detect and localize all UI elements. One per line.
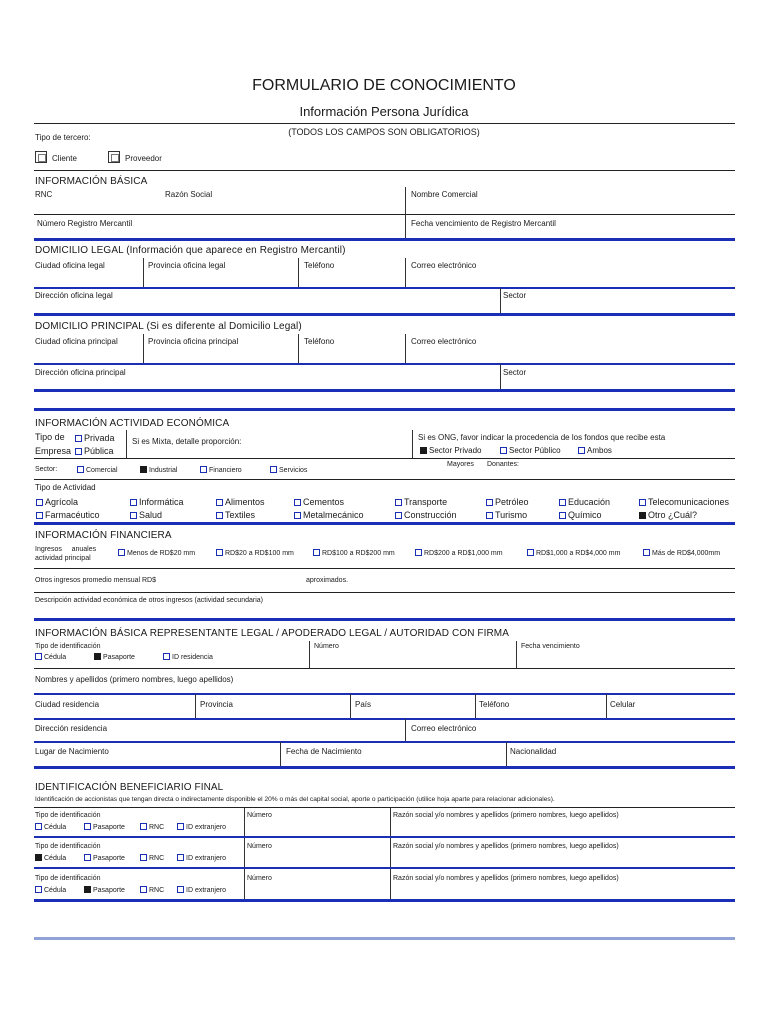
ben3-tipo-id-label: Tipo de identificación [35,875,101,882]
checkbox-icon[interactable] [35,823,42,830]
act-textiles[interactable]: Textiles [216,510,255,520]
ben2-razon-label: Razón social y/o nombres y apellidos (primero nombres, luego apellidos) [393,843,619,850]
checkbox-icon[interactable] [415,549,422,556]
ben2-numero-label: Número [247,843,272,850]
checkbox-icon[interactable] [177,886,184,893]
act-otro[interactable]: Otro ¿Cuál? [639,510,697,520]
checkbox-icon[interactable] [216,549,223,556]
direccion-legal-label: Dirección oficina legal [35,291,113,300]
act-quimico[interactable]: Químico [559,510,602,520]
basica-heading: INFORMACIÓN BÁSICA [35,176,148,187]
mandatory-note: (TODOS LOS CAMPOS SON OBLIGATORIOS) [288,127,480,137]
sector-label: Sector: [35,466,58,473]
actividad-heading: INFORMACIÓN ACTIVIDAD ECONÓMICA [35,418,230,429]
checkbox-icon[interactable] [177,823,184,830]
principal-heading: DOMICILIO PRINCIPAL (Si es diferente al Domicilio Legal) [35,321,302,332]
checkbox-icon[interactable] [118,549,125,556]
footer-divider [34,937,735,940]
checkbox-checked-icon[interactable] [94,653,101,660]
act-informatica[interactable]: Informática [130,497,184,507]
nombre-comercial-label: Nombre Comercial [411,190,478,199]
ben1-id-extranjero[interactable]: ID extranjero [177,823,226,831]
checkbox-icon[interactable] [140,886,147,893]
sector-financiero[interactable]: Financiero [200,466,242,474]
checkbox-icon[interactable] [108,151,120,163]
tipo-empresa-label-2: Empresa [35,446,72,456]
financiera-heading: INFORMACIÓN FINANCIERA [35,530,172,541]
rep-pais-label: País [355,700,372,709]
aproximados-label: aproximados. [306,577,349,584]
act-metalmecanico[interactable]: Metalmecánico [294,510,364,520]
rep-numero-label: Número [314,643,339,650]
checkbox-icon[interactable] [294,499,301,506]
rep-id-cedula[interactable]: Cédula [35,653,66,661]
ben2-tipo-id-label: Tipo de identificación [35,843,101,850]
rep-lugar-label: Lugar de Nacimiento [35,747,109,756]
divider [34,170,735,171]
ben1-rnc[interactable]: RNC [140,823,164,831]
ong-sector-publico[interactable]: Sector Público [500,446,561,455]
correo-principal-label: Correo electrónico [411,337,477,346]
ben1-tipo-id-label: Tipo de identificación [35,812,101,819]
tipo-actividad-label: Tipo de Actividad [35,483,96,492]
provincia-principal-label: Provincia oficina principal [148,337,239,346]
beneficiario-desc: Identificación de accionistas que tengan directa o indirectamente disponible el 20% o más del capital social, aporte o participación (utilice hoja aparte para relacionar adicionales). [35,796,555,803]
checkbox-icon[interactable] [140,854,147,861]
ben1-cedula[interactable]: Cédula [35,823,66,831]
act-farmaceutico[interactable]: Farmacéutico [36,510,100,520]
rep-direccion-label: Dirección residencia [35,724,108,733]
checkbox-icon[interactable] [294,512,301,519]
checkbox-icon[interactable] [486,499,493,506]
ong-label: Si es ONG, favor indicar la procedencia de los fondos que recibe esta [418,433,666,442]
checkbox-icon[interactable] [130,512,137,519]
ben1-razon-label: Razón social y/o nombres y apellidos (primero nombres, luego apellidos) [393,812,619,819]
ben2-cedula[interactable]: Cédula [35,854,66,862]
checkbox-icon[interactable] [84,854,91,861]
rep-nacionalidad-label: Nacionalidad [510,747,557,756]
rep-fecha-venc-label: Fecha vencimiento [521,643,580,650]
telefono-legal-label: Teléfono [304,261,335,270]
checkbox-icon[interactable] [639,499,646,506]
checkbox-icon[interactable] [527,549,534,556]
ingresos-label-2: actividad principal [35,555,91,562]
header-divider [34,123,735,124]
act-petroleo[interactable]: Petróleo [486,497,529,507]
checkbox-icon[interactable] [578,447,585,454]
fecha-venc-label: Fecha vencimiento de Registro Mercantil [411,219,556,228]
checkbox-icon[interactable] [395,499,402,506]
act-cementos[interactable]: Cementos [294,497,344,507]
correo-legal-label: Correo electrónico [411,261,477,270]
rep-fecha-nac-label: Fecha de Nacimiento [286,747,362,756]
checkbox-icon[interactable] [486,512,493,519]
ben3-razon-label: Razón social y/o nombres y apellidos (primero nombres, luego apellidos) [393,875,619,882]
rango-2[interactable]: RD$20 a RD$100 mm [216,549,294,557]
donantes-label: Donantes: [487,461,519,468]
checkbox-checked-icon[interactable] [639,512,646,519]
otros-ingresos-label: Otros ingresos promedio mensual RD$ [35,577,156,584]
tipo-privada[interactable]: Privada [75,433,115,443]
tercero-proveedor[interactable]: Proveedor [108,151,162,163]
checkbox-icon[interactable] [140,823,147,830]
ong-sector-privado[interactable]: Sector Privado [420,446,481,455]
act-turismo[interactable]: Turismo [486,510,527,520]
mayores-label: Mayores [447,461,474,468]
checkbox-icon[interactable] [216,499,223,506]
checkbox-icon[interactable] [84,823,91,830]
tipo-empresa-label-1: Tipo de [35,432,65,442]
act-educacion[interactable]: Educación [559,497,610,507]
checkbox-icon[interactable] [643,549,650,556]
rango-4[interactable]: RD$200 a RD$1,000 mm [415,549,503,557]
act-agricola[interactable]: Agrícola [36,497,78,507]
direccion-principal-label: Dirección oficina principal [35,368,126,377]
rep-id-residencia[interactable]: ID residencia [163,653,213,661]
ben1-pasaporte[interactable]: Pasaporte [84,823,125,831]
rango-5[interactable]: RD$1,000 a RD$4,000 mm [527,549,620,557]
checkbox-checked-icon[interactable] [84,886,91,893]
descripcion-label: Descripción actividad económica de otros ingresos (actividad secundaria) [35,597,264,604]
form-subtitle: Información Persona Jurídica [299,104,469,119]
ben3-pasaporte[interactable]: Pasaporte [84,886,125,894]
provincia-legal-label: Provincia oficina legal [148,261,226,270]
checkbox-icon[interactable] [75,435,82,442]
rnc-label: RNC [35,190,53,199]
razon-social-label: Razón Social [165,190,213,199]
legal-heading: DOMICILIO LEGAL (Información que aparece en Registro Mercantil) [35,245,346,256]
sector-industrial[interactable]: Industrial [140,466,177,474]
checkbox-icon[interactable] [35,886,42,893]
ben3-id-extranjero[interactable]: ID extranjero [177,886,226,894]
rep-provincia-label: Provincia [200,700,233,709]
beneficiario-heading: IDENTIFICACIÓN BENEFICIARIO FINAL [35,782,224,793]
ciudad-principal-label: Ciudad oficina principal [35,337,118,346]
act-transporte[interactable]: Transporte [395,497,447,507]
numero-registro-label: Número Registro Mercantil [37,219,133,228]
form-title: FORMULARIO DE CONOCIMIENTO [252,77,516,94]
tercero-cliente[interactable]: Cliente [35,151,77,163]
checkbox-icon[interactable] [36,512,43,519]
ben2-id-extranjero[interactable]: ID extranjero [177,854,226,862]
checkbox-icon[interactable] [35,653,42,660]
rep-tipo-id-label: Tipo de identificación [35,643,101,650]
rep-telefono-label: Teléfono [479,700,510,709]
checkbox-icon[interactable] [313,549,320,556]
ben1-numero-label: Número [247,812,272,819]
checkbox-checked-icon[interactable] [420,447,427,454]
checkbox-icon[interactable] [395,512,402,519]
act-construccion[interactable]: Construcción [395,510,457,520]
checkbox-icon[interactable] [559,499,566,506]
rep-id-pasaporte[interactable]: Pasaporte [94,653,135,661]
checkbox-checked-icon[interactable] [140,466,147,473]
checkbox-icon[interactable] [36,499,43,506]
ben3-numero-label: Número [247,875,272,882]
telefono-principal-label: Teléfono [304,337,335,346]
mixta-label: Si es Mixta, detalle proporción: [132,437,242,446]
checkbox-icon[interactable] [35,151,47,163]
ong-ambos[interactable]: Ambos [578,446,612,455]
rep-ciudad-label: Ciudad residencia [35,700,100,709]
act-alimentos[interactable]: Alimentos [216,497,265,507]
checkbox-icon[interactable] [177,854,184,861]
sector-principal-label: Sector [503,368,527,377]
sector-servicios[interactable]: Servicios [270,466,307,474]
checkbox-icon[interactable] [77,466,84,473]
rango-6[interactable]: Más de RD$4,000mm [643,549,720,557]
checkbox-icon[interactable] [200,466,207,473]
rep-correo-label: Correo electrónico [411,724,477,733]
checkbox-checked-icon[interactable] [35,854,42,861]
rango-3[interactable]: RD$100 a RD$200 mm [313,549,395,557]
rango-1[interactable]: Menos de RD$20 mm [118,549,195,557]
representante-heading: INFORMACIÓN BÁSICA REPRESENTANTE LEGAL / APODERADO LEGAL / AUTORIDAD CON FIRMA [35,628,510,639]
ben3-cedula[interactable]: Cédula [35,886,66,894]
checkbox-icon[interactable] [75,448,82,455]
sector-legal-label: Sector [503,291,527,300]
checkbox-icon[interactable] [216,512,223,519]
checkbox-icon[interactable] [270,466,277,473]
sector-comercial[interactable]: Comercial [77,466,118,474]
ingresos-label-1: Ingresos anuales [35,546,97,553]
checkbox-icon[interactable] [500,447,507,454]
ben2-pasaporte[interactable]: Pasaporte [84,854,125,862]
ben2-rnc[interactable]: RNC [140,854,164,862]
rep-celular-label: Celular [610,700,636,709]
checkbox-icon[interactable] [163,653,170,660]
tipo-publica[interactable]: Pública [75,446,114,456]
act-salud[interactable]: Salud [130,510,162,520]
checkbox-icon[interactable] [559,512,566,519]
checkbox-icon[interactable] [130,499,137,506]
tercero-label: Tipo de tercero: [35,133,91,142]
ciudad-legal-label: Ciudad oficina legal [35,261,105,270]
ben3-rnc[interactable]: RNC [140,886,164,894]
rep-nombres-label: Nombres y apellidos (primero nombres, luego apellidos) [35,675,234,684]
act-telecomunicaciones[interactable]: Telecomunicaciones [639,497,729,507]
